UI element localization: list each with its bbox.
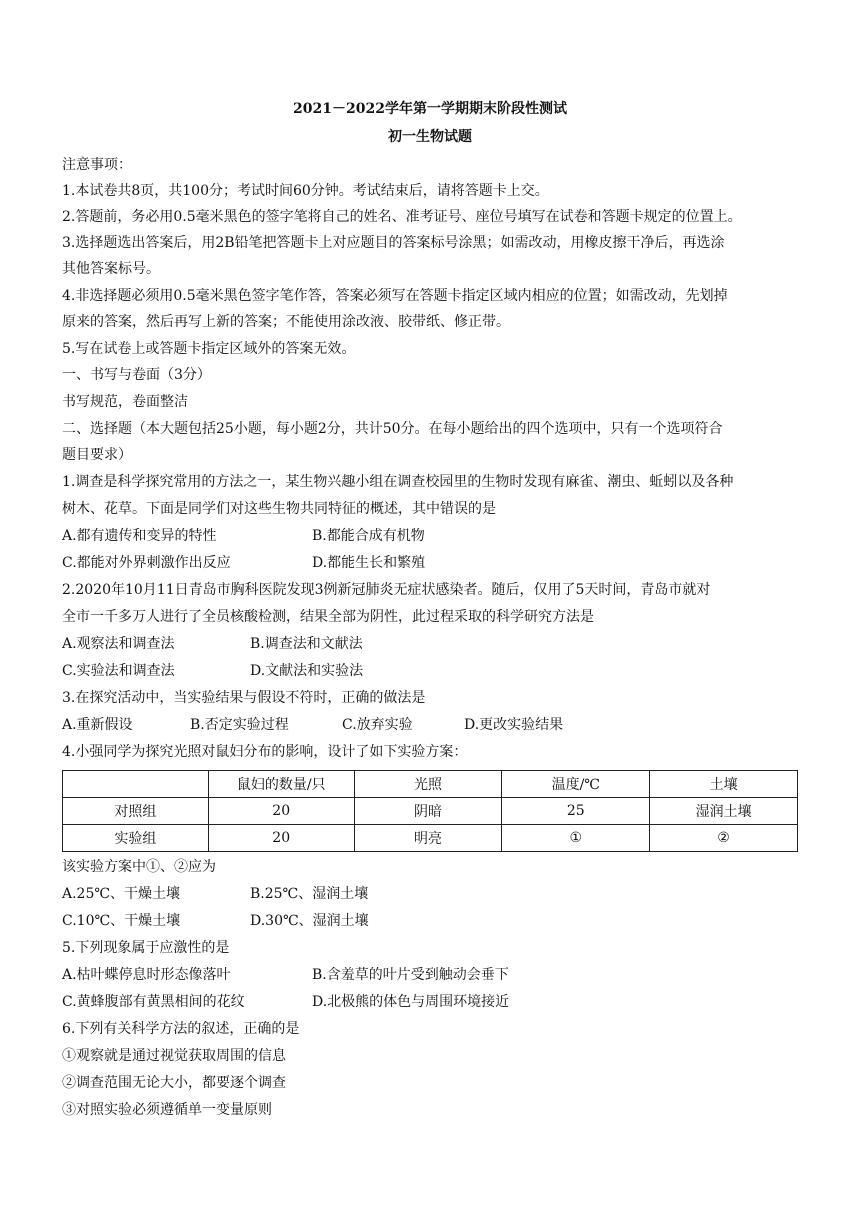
exam-subtitle: 初一生物试题 — [388, 129, 472, 145]
q2-option-d: D.文献法和实验法 — [250, 663, 364, 679]
q5-option-d: D.北极熊的体色与周围环境接近 — [312, 994, 510, 1010]
q5-option-a: A.枯叶蝶停息时形态像落叶 — [62, 967, 231, 983]
q4-stem: 4.小强同学为探究光照对鼠妇分布的影响，设计了如下实验方案： — [62, 744, 468, 760]
notice-item-5: 5.写在试卷上或答题卡指定区域外的答案无效。 — [62, 341, 356, 357]
table-header-cell: 温度/℃ — [502, 771, 650, 798]
table-cell: 20 — [208, 798, 354, 825]
q4-option-a: A.25℃、干燥土壤 — [62, 886, 181, 902]
table-header-cell — [63, 771, 209, 798]
notice-item-1: 1.本试卷共8页，共100分；考试时间60分钟。考试结束后，请将答题卡上交。 — [62, 183, 549, 199]
table-header-row — [63, 771, 798, 798]
q5-option-b: B.含羞草的叶片受到触动会垂下 — [312, 967, 509, 983]
q3-option-c: C.放弃实验 — [342, 717, 413, 733]
section1-text: 书写规范，卷面整洁 — [62, 394, 188, 410]
q2-option-a: A.观察法和调查法 — [62, 636, 175, 652]
q3-stem: 3.在探究活动中，当实验结果与假设不符时，正确的做法是 — [62, 690, 426, 706]
q3-option-d: D.更改实验结果 — [464, 717, 564, 733]
q3-option-b: B.否定实验过程 — [190, 717, 289, 733]
q6-statement-2: ②调查范围无论大小，都要逐个调查 — [62, 1075, 286, 1091]
table-cell: ② — [650, 825, 798, 852]
q2-option-c: C.实验法和调查法 — [62, 663, 175, 679]
table-cell: 湿润土壤 — [650, 798, 798, 825]
notice-item-3: 3.选择题选出答案后，用2B铅笔把答题卡上对应题目的答案标号涂黑；如需改动，用橡皮擦干净后，再选涂 — [62, 235, 725, 251]
section1-heading: 一、书写与卷面（3分） — [62, 367, 211, 383]
table-header-cell: 光照 — [354, 771, 502, 798]
table-cell: 20 — [208, 825, 354, 852]
exam-title: 2021－2022学年第一学期期末阶段性测试 — [293, 101, 567, 117]
table-cell: 明亮 — [354, 825, 502, 852]
notice-item-4-cont: 原来的答案，然后再写上新的答案；不能使用涂改液、胶带纸、修正带。 — [62, 314, 510, 330]
table-header-cell: 鼠妇的数量/只 — [208, 771, 354, 798]
q1-option-a: A.都有遗传和变异的特性 — [62, 528, 217, 544]
table-cell: ① — [502, 825, 650, 852]
q2-option-b: B.调查法和文献法 — [250, 636, 363, 652]
q3-option-a: A.重新假设 — [62, 717, 133, 733]
q4-followup: 该实验方案中①、②应为 — [62, 859, 216, 875]
q6-statement-3: ③对照实验必须遵循单一变量原则 — [62, 1102, 272, 1118]
q5-option-c: C.黄蜂腹部有黄黑相间的花纹 — [62, 994, 245, 1010]
q1-stem: 1.调查是科学探究常用的方法之一，某生物兴趣小组在调查校园里的生物时发现有麻雀、潮虫、蚯蚓以及各种 — [62, 474, 734, 490]
notice-item-3-cont: 其他答案标号。 — [62, 261, 160, 277]
table-row — [63, 798, 798, 825]
notice-heading: 注意事项： — [62, 157, 132, 173]
q1-option-c: C.都能对外界刺激作出反应 — [62, 555, 231, 571]
table-row — [63, 825, 798, 852]
notice-item-4: 4.非选择题必须用0.5毫米黑色签字笔作答，答案必须写在答题卡指定区域内相应的位置；如需改动，先划掉 — [62, 288, 728, 304]
notice-item-2: 2.答题前，务必用0.5毫米黑色的签字笔将自己的姓名、准考证号、座位号填写在试卷和答题卡规定的位置上。 — [62, 209, 742, 225]
experiment-table — [62, 770, 798, 852]
q5-stem: 5.下列现象属于应激性的是 — [62, 940, 230, 956]
q1-option-d: D.都能生长和繁殖 — [312, 555, 426, 571]
table-cell: 25 — [502, 798, 650, 825]
table-cell: 阴暗 — [354, 798, 502, 825]
q1-option-b: B.都能合成有机物 — [312, 528, 425, 544]
q4-option-b: B.25℃、湿润土壤 — [250, 886, 369, 902]
table-cell: 实验组 — [63, 825, 209, 852]
section2-heading-cont: 题目要求） — [62, 447, 132, 463]
q6-stem: 6.下列有关科学方法的叙述，正确的是 — [62, 1021, 300, 1037]
q4-option-c: C.10℃、干燥土壤 — [62, 913, 181, 929]
q1-stem-cont: 树木、花草。下面是同学们对这些生物共同特征的概述，其中错误的是 — [62, 501, 496, 517]
q2-stem: 2.2020年10月11日青岛市胸科医院发现3例新冠肺炎无症状感染者。随后，仅用了5天时间，青岛市就对 — [62, 582, 711, 598]
q6-statement-1: ①观察就是通过视觉获取周围的信息 — [62, 1048, 286, 1064]
table-cell: 对照组 — [63, 798, 209, 825]
section2-heading: 二、选择题（本大题包括25小题，每小题2分，共计50分。在每小题给出的四个选项中，只有一个选项符合 — [62, 421, 723, 437]
table-header-cell: 土壤 — [650, 771, 798, 798]
q4-option-d: D.30℃、湿润土壤 — [250, 913, 369, 929]
q2-stem-cont: 全市一千多万人进行了全员核酸检测，结果全部为阴性，此过程采取的科学研究方法是 — [62, 609, 594, 625]
